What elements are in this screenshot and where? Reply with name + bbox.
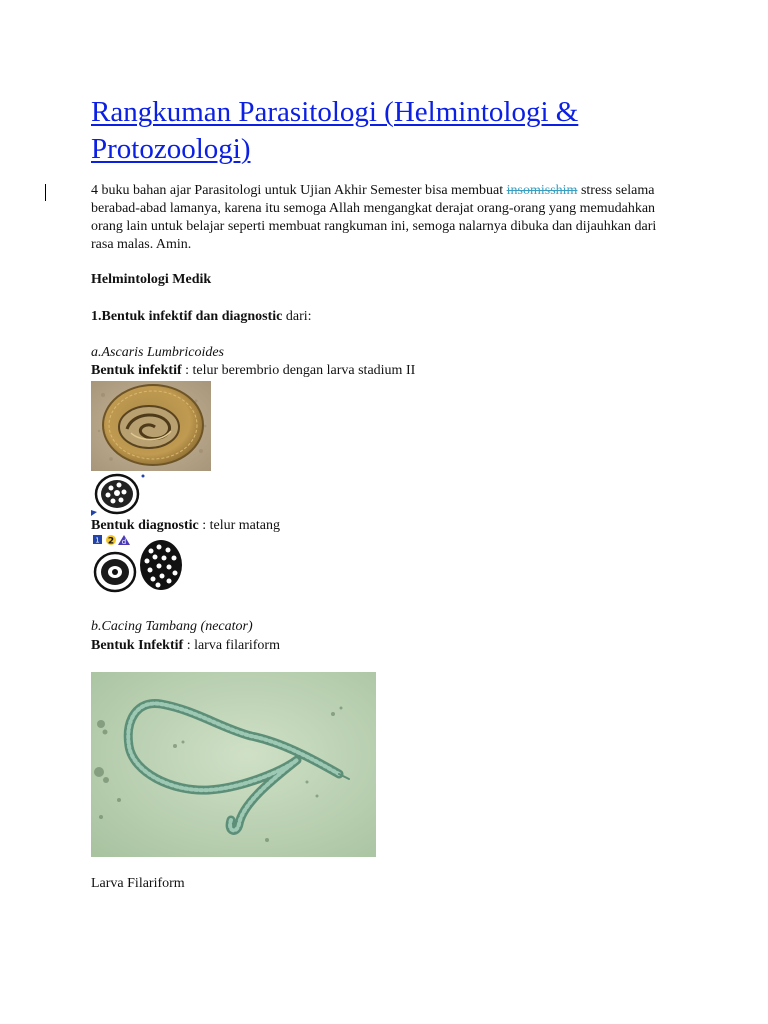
ascaris-egg-sketch [91,472,151,516]
intro-text-after: stress selama berabad-abad lamanya, karena itu semoga Allah mengangkat derajat orang-orang yang memudahkan orang lain untuk belajar seperti membuat rangkuman ini, semoga nalarnya dibuka dan dijauhkan dari rasa malas. Amin. [91,183,657,252]
cacing-infektif-line [91,637,280,655]
ascaris-diagnostic-line [91,517,280,535]
section-heading: Helmintologi Medik [91,272,212,287]
sketch-number-2: 2 [107,536,115,547]
subheading-cacing-tambang: b.Cacing Tambang (necator) [91,619,253,634]
larva-filariform-photo [91,672,376,857]
intro-paragraph [91,182,681,254]
subheading-ascaris: a.Ascaris Lumbricoides [91,345,224,360]
item-1-bold: 1.Bentuk infektif dan diagnostic [91,309,283,324]
item-1-heading [91,308,312,326]
ascaris-egg-photo [91,381,211,471]
cacing-infektif-text: : larva filariform [183,638,280,653]
ascaris-diagnostic-label: Bentuk diagnostic [91,518,199,533]
cacing-infektif-label: Bentuk Infektif [91,638,184,653]
text-cursor [45,184,46,201]
ascaris-infektif-line [91,362,415,380]
title-link[interactable]: Rangkuman Parasitologi (Helmintologi & Protozoologi) [91,96,579,165]
larva-caption: Larva Filariform [91,876,185,891]
ascaris-infektif-label: Bentuk infektif [91,363,182,378]
ascaris-diagnostic-text: : telur matang [198,518,281,533]
struck-word: insomisshim [506,183,578,198]
ascaris-diagnostic-sketch [91,535,186,593]
ascaris-infektif-text: : telur berembrio dengan larva stadium II [181,363,416,378]
document-title [91,94,651,168]
intro-text-before: 4 buku bahan ajar Parasitologi untuk Ujian Akhir Semester bisa membuat [91,183,507,198]
sketch-letter-d: d [121,538,127,546]
sketch-number-1: 1 [95,536,100,545]
item-1-rest: dari: [282,309,312,324]
